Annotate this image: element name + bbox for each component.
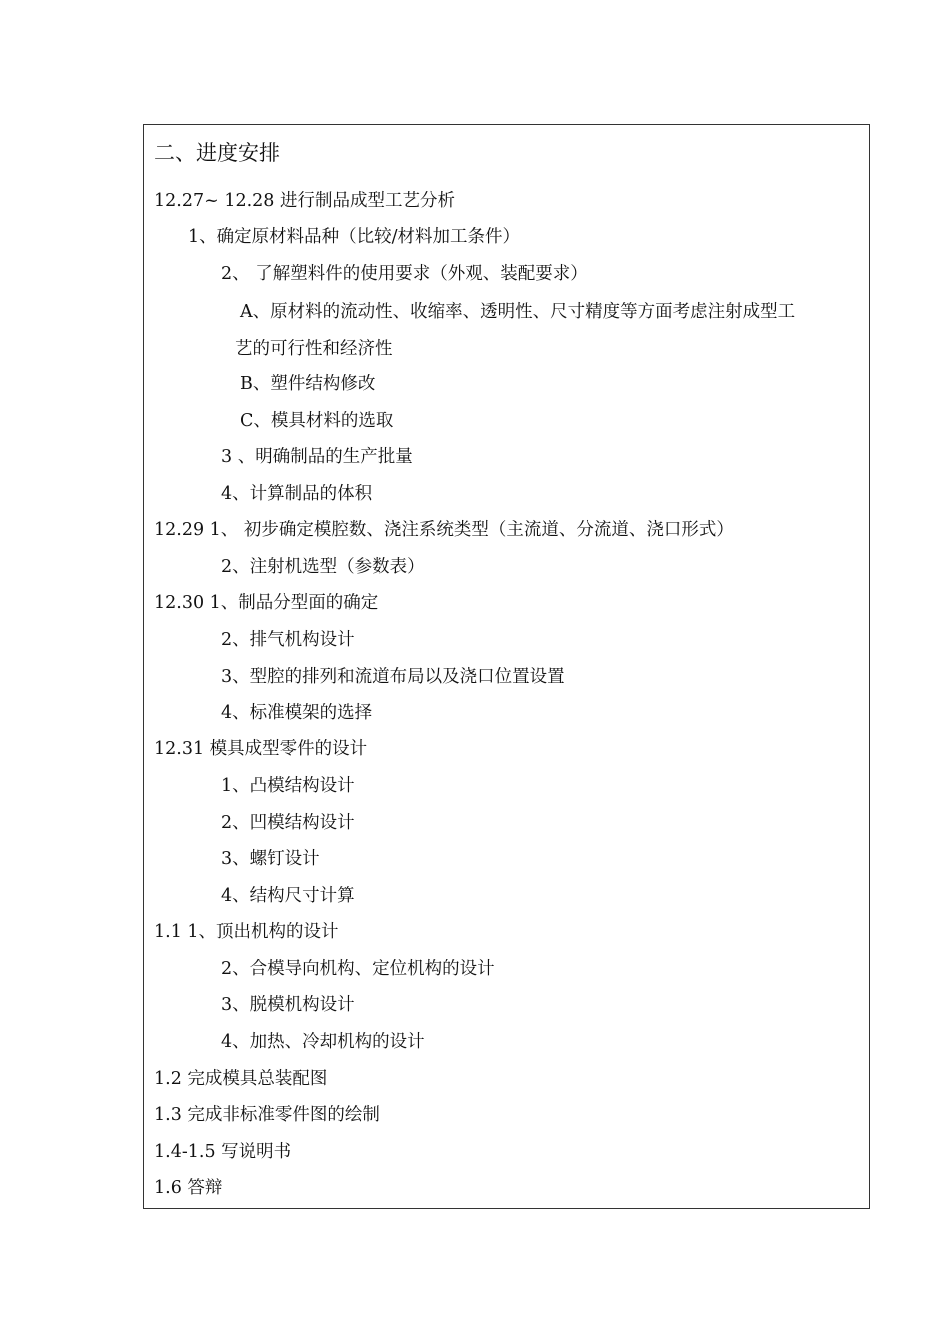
schedule-line: A、原材料的流动性、收缩率、透明性、尺寸精度等方面考虑注射成型工 (240, 302, 796, 322)
schedule-line: 4、标准模架的选择 (221, 703, 373, 723)
schedule-line: 2、凹模结构设计 (221, 813, 355, 833)
section-title: 二、进度安排 (154, 141, 280, 165)
schedule-line: 12.29 1、 初步确定模腔数、浇注系统类型（主流道、分流道、浇口形式） (154, 520, 734, 540)
schedule-line: 12.31 模具成型零件的设计 (154, 739, 368, 759)
schedule-line: 2、排气机构设计 (221, 630, 355, 650)
schedule-line: C、模具材料的选取 (240, 411, 394, 431)
schedule-line: 1、确定原材料品种（比较/材料加工条件） (188, 227, 521, 247)
schedule-line: 艺的可行性和经济性 (235, 339, 393, 359)
schedule-line: 1.4-1.5 写说明书 (154, 1142, 292, 1162)
schedule-line: 3、型腔的排列和流道布局以及浇口位置设置 (221, 667, 565, 687)
schedule-line: 1、凸模结构设计 (221, 776, 355, 796)
schedule-line: 3、螺钉设计 (221, 849, 320, 869)
schedule-line: 2、合模导向机构、定位机构的设计 (221, 959, 495, 979)
schedule-box (143, 124, 870, 1209)
schedule-line: 1.2 完成模具总装配图 (154, 1069, 328, 1089)
schedule-line: 12.27~ 12.28 进行制品成型工艺分析 (154, 191, 455, 211)
schedule-line: 1.3 完成非标准零件图的绘制 (154, 1105, 380, 1125)
schedule-line: 4、结构尺寸计算 (221, 886, 355, 906)
schedule-line: 2、 了解塑料件的使用要求（外观、装配要求） (221, 264, 588, 284)
schedule-line: B、塑件结构修改 (240, 374, 376, 394)
schedule-line: 1.6 答辩 (154, 1178, 223, 1198)
schedule-line: 12.30 1、制品分型面的确定 (154, 593, 379, 613)
schedule-line: 2、注射机选型（参数表） (221, 557, 425, 577)
schedule-line: 4、计算制品的体积 (221, 484, 373, 504)
schedule-line: 3 、明确制品的生产批量 (221, 447, 413, 467)
schedule-line: 3、脱模机构设计 (221, 995, 355, 1015)
schedule-line: 1.1 1、顶出机构的设计 (154, 922, 339, 942)
schedule-line: 4、加热、冷却机构的设计 (221, 1032, 425, 1052)
